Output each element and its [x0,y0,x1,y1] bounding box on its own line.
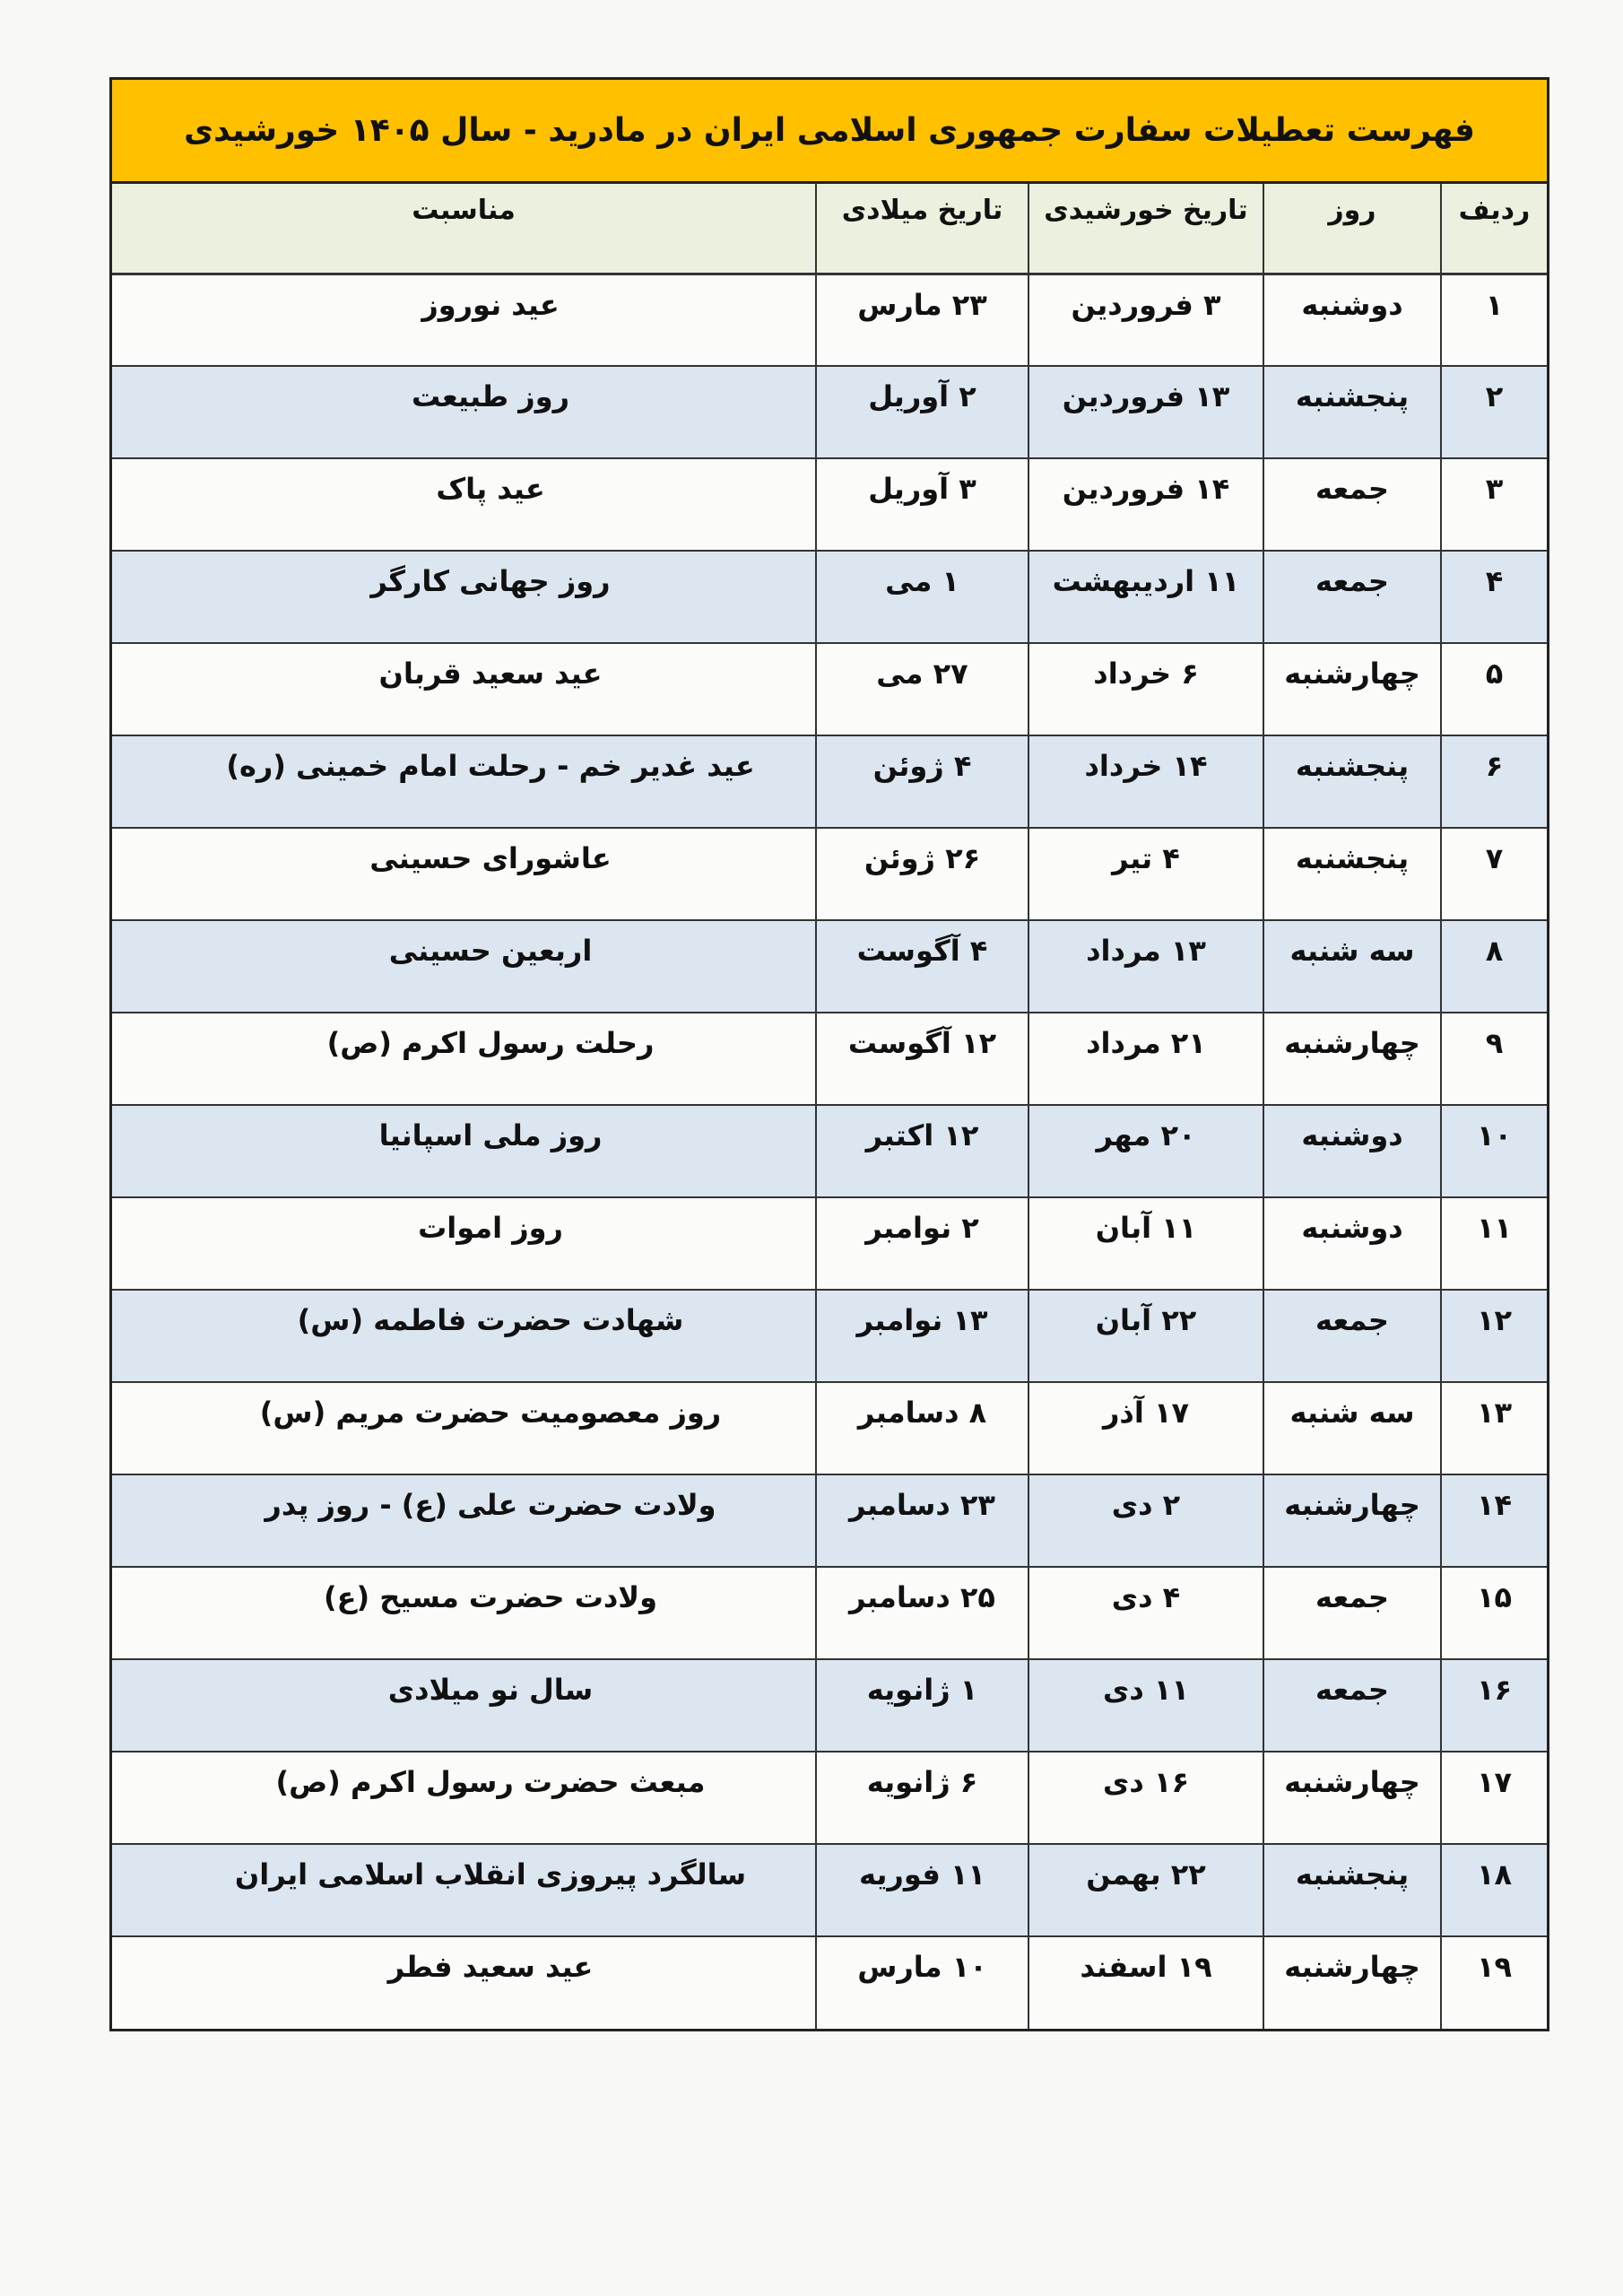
table-row [112,1752,1547,1844]
cell-occasion: عید نوروز [112,274,816,366]
header-row [112,184,1547,274]
cell-occasion: سالگرد پیروزی انقلاب اسلامی ایران [112,1844,816,1936]
cell-occasion: عید غدیر خم - رحلت امام خمینی (ره) [112,735,816,828]
cell-row-number: ۱۸ [1441,1844,1547,1936]
cell-row-number: ۸ [1441,920,1547,1013]
cell-occasion: روز طبیعت [112,366,816,458]
cell-day: سه شنبه [1263,920,1441,1013]
cell-day: پنجشنبه [1263,735,1441,828]
table-row [112,828,1547,920]
cell-row-number: ۱۰ [1441,1105,1547,1197]
cell-occasion: عید سعید فطر [112,1936,816,2029]
cell-day: چهارشنبه [1263,1013,1441,1105]
cell-row-number: ۱۷ [1441,1752,1547,1844]
cell-gregorian-date: ۲۳ مارس [816,274,1028,366]
table-row [112,551,1547,643]
table-title: فهرست تعطیلات سفارت جمهوری اسلامی ایران در مادرید - سال ۱۴۰۵ خورشیدی [112,80,1547,184]
table-row [112,1197,1547,1290]
cell-occasion: عید سعید قربان [112,643,816,735]
cell-day: جمعه [1263,458,1441,551]
cell-day: جمعه [1263,1290,1441,1382]
cell-day: چهارشنبه [1263,1936,1441,2029]
cell-gregorian-date: ۴ آگوست [816,920,1028,1013]
cell-day: جمعه [1263,551,1441,643]
cell-day: پنجشنبه [1263,1844,1441,1936]
cell-occasion: سال نو میلادی [112,1659,816,1752]
cell-row-number: ۱ [1441,274,1547,366]
cell-occasion: مبعث حضرت رسول اکرم (ص) [112,1752,816,1844]
table-row [112,1290,1547,1382]
cell-gregorian-date: ۲۷ می [816,643,1028,735]
cell-row-number: ۶ [1441,735,1547,828]
cell-occasion: عید پاک [112,458,816,551]
cell-gregorian-date: ۱ می [816,551,1028,643]
cell-gregorian-date: ۶ ژانویه [816,1752,1028,1844]
table-row [112,1474,1547,1567]
cell-day: دوشنبه [1263,274,1441,366]
cell-shamsi-date: ۱۳ مرداد [1028,920,1263,1013]
cell-gregorian-date: ۲۶ ژوئن [816,828,1028,920]
cell-day: جمعه [1263,1567,1441,1659]
table-row [112,1844,1547,1936]
cell-occasion: شهادت حضرت فاطمه (س) [112,1290,816,1382]
cell-day: چهارشنبه [1263,1474,1441,1567]
cell-shamsi-date: ۱۱ آبان [1028,1197,1263,1290]
cell-day: چهارشنبه [1263,1752,1441,1844]
table-row [112,274,1547,366]
cell-day: دوشنبه [1263,1197,1441,1290]
table-row [112,1659,1547,1752]
cell-row-number: ۱۳ [1441,1382,1547,1474]
cell-gregorian-date: ۱ ژانویه [816,1659,1028,1752]
cell-shamsi-date: ۱۳ فروردین [1028,366,1263,458]
cell-gregorian-date: ۸ دسامبر [816,1382,1028,1474]
cell-day: سه شنبه [1263,1382,1441,1474]
cell-gregorian-date: ۱۰ مارس [816,1936,1028,2029]
table-row [112,920,1547,1013]
cell-shamsi-date: ۱۴ فروردین [1028,458,1263,551]
cell-day: چهارشنبه [1263,643,1441,735]
holiday-table [112,184,1547,2029]
table-row [112,1567,1547,1659]
cell-shamsi-date: ۳ فروردین [1028,274,1263,366]
header-shamsi-date: تاریخ خورشیدی [1028,184,1263,274]
cell-row-number: ۱۶ [1441,1659,1547,1752]
table-row [112,1013,1547,1105]
cell-row-number: ۷ [1441,828,1547,920]
table-row [112,366,1547,458]
header-row-number: ردیف [1441,184,1547,274]
cell-occasion: روز اموات [112,1197,816,1290]
cell-occasion: ولادت حضرت مسیح (ع) [112,1567,816,1659]
cell-occasion: ولادت حضرت علی (ع) - روز پدر [112,1474,816,1567]
table-row [112,458,1547,551]
cell-row-number: ۴ [1441,551,1547,643]
cell-shamsi-date: ۴ دی [1028,1567,1263,1659]
cell-occasion: عاشورای حسینی [112,828,816,920]
cell-shamsi-date: ۲۲ آبان [1028,1290,1263,1382]
cell-row-number: ۱۹ [1441,1936,1547,2029]
cell-gregorian-date: ۱۲ آگوست [816,1013,1028,1105]
table-row [112,1105,1547,1197]
cell-gregorian-date: ۱۱ فوریه [816,1844,1028,1936]
table-header [112,184,1547,274]
cell-gregorian-date: ۲ نوامبر [816,1197,1028,1290]
cell-gregorian-date: ۴ ژوئن [816,735,1028,828]
cell-shamsi-date: ۲۲ بهمن [1028,1844,1263,1936]
table-body [112,274,1547,2029]
cell-row-number: ۱۱ [1441,1197,1547,1290]
cell-row-number: ۹ [1441,1013,1547,1105]
holiday-table-container [109,77,1549,2031]
cell-shamsi-date: ۱۹ اسفند [1028,1936,1263,2029]
cell-day: جمعه [1263,1659,1441,1752]
cell-gregorian-date: ۱۳ نوامبر [816,1290,1028,1382]
cell-gregorian-date: ۱۲ اکتبر [816,1105,1028,1197]
cell-shamsi-date: ۶ خرداد [1028,643,1263,735]
table-row [112,1382,1547,1474]
cell-occasion: روز ملی اسپانیا [112,1105,816,1197]
cell-occasion: اربعین حسینی [112,920,816,1013]
cell-row-number: ۱۵ [1441,1567,1547,1659]
table-row [112,1936,1547,2029]
cell-gregorian-date: ۲۵ دسامبر [816,1567,1028,1659]
cell-gregorian-date: ۲۳ دسامبر [816,1474,1028,1567]
cell-shamsi-date: ۲ دی [1028,1474,1263,1567]
cell-shamsi-date: ۱۷ آذر [1028,1382,1263,1474]
cell-occasion: روز جهانی کارگر [112,551,816,643]
cell-shamsi-date: ۱۱ دی [1028,1659,1263,1752]
cell-row-number: ۲ [1441,366,1547,458]
table-row [112,643,1547,735]
cell-day: دوشنبه [1263,1105,1441,1197]
cell-gregorian-date: ۲ آوریل [816,366,1028,458]
cell-shamsi-date: ۱۱ اردیبهشت [1028,551,1263,643]
cell-occasion: روز معصومیت حضرت مریم (س) [112,1382,816,1474]
cell-row-number: ۵ [1441,643,1547,735]
cell-shamsi-date: ۲۰ مهر [1028,1105,1263,1197]
cell-row-number: ۳ [1441,458,1547,551]
cell-day: پنجشنبه [1263,828,1441,920]
cell-row-number: ۱۲ [1441,1290,1547,1382]
header-gregorian-date: تاریخ میلادی [816,184,1028,274]
cell-occasion: رحلت رسول اکرم (ص) [112,1013,816,1105]
cell-shamsi-date: ۴ تیر [1028,828,1263,920]
cell-shamsi-date: ۱۴ خرداد [1028,735,1263,828]
cell-gregorian-date: ۳ آوریل [816,458,1028,551]
header-day: روز [1263,184,1441,274]
cell-shamsi-date: ۲۱ مرداد [1028,1013,1263,1105]
cell-row-number: ۱۴ [1441,1474,1547,1567]
header-occasion: مناسبت [112,184,816,274]
cell-day: پنجشنبه [1263,366,1441,458]
cell-shamsi-date: ۱۶ دی [1028,1752,1263,1844]
table-row [112,735,1547,828]
